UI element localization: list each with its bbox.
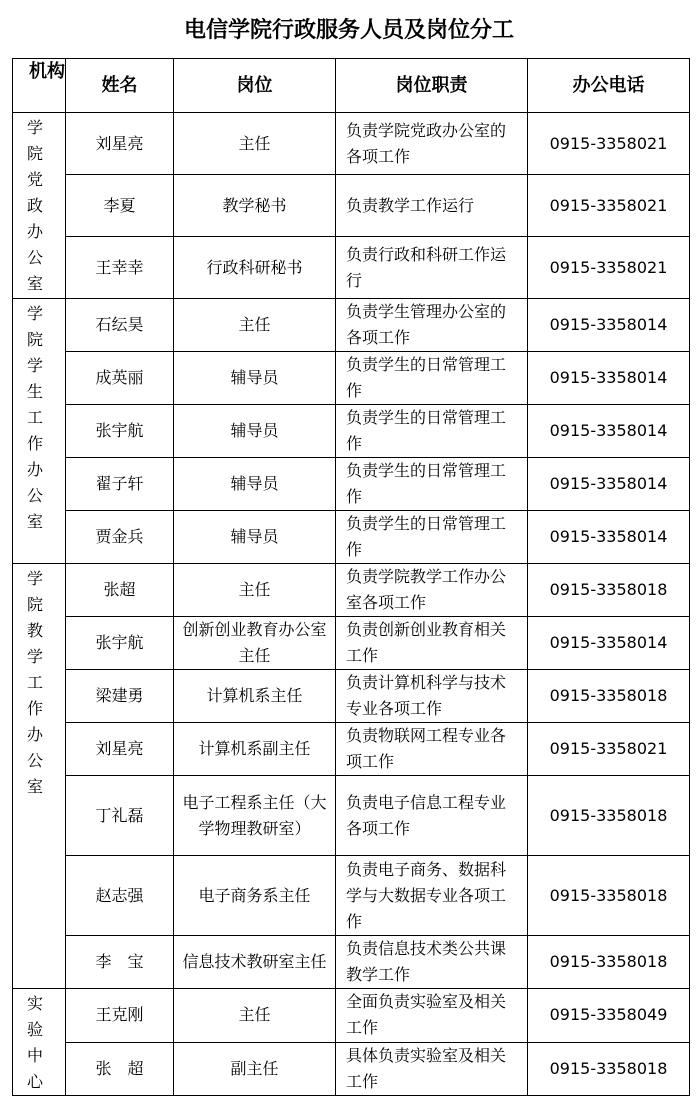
name-cell: 翟子轩: [66, 458, 174, 511]
phone-cell: 0915-3358021: [528, 237, 690, 299]
table-row: [13, 617, 690, 670]
phone-cell: 0915-3358021: [528, 175, 690, 237]
header-duty: 岗位职责: [336, 59, 528, 113]
name-cell: 王克刚: [66, 989, 174, 1043]
phone-cell: 0915-3358014: [528, 617, 690, 670]
post-cell: 辅导员: [174, 405, 336, 458]
post-cell: 计算机系主任: [174, 670, 336, 723]
phone-cell: 0915-3358018: [528, 670, 690, 723]
org-cell: 学院学生工作办公室: [13, 299, 66, 564]
post-cell: 信息技术教研室主任: [174, 936, 336, 989]
header-phone: 办公电话: [528, 59, 690, 113]
post-cell: 电子商务系主任: [174, 856, 336, 936]
phone-cell: 0915-3358021: [528, 723, 690, 776]
name-cell: 石纭昊: [66, 299, 174, 352]
post-cell: 主任: [174, 113, 336, 175]
phone-cell: 0915-3358014: [528, 299, 690, 352]
org-cell: 学院党政办公室: [13, 113, 66, 299]
duty-cell: 负责创新创业教育相关工作: [336, 617, 528, 670]
duty-cell: 负责学生的日常管理工作: [336, 352, 528, 405]
org-cell: 实验中心: [13, 989, 66, 1096]
name-cell: 贾金兵: [66, 511, 174, 564]
header-post: 岗位: [174, 59, 336, 113]
post-cell: 主任: [174, 299, 336, 352]
duty-cell: 负责物联网工程专业各项工作: [336, 723, 528, 776]
name-cell: 张超: [66, 564, 174, 617]
name-cell: 王幸幸: [66, 237, 174, 299]
phone-cell: 0915-3358018: [528, 1042, 690, 1096]
header-name: 姓名: [66, 59, 174, 113]
table-row: [13, 989, 690, 1043]
staff-table: [12, 58, 690, 1096]
table-row: [13, 670, 690, 723]
duty-cell: 负责电子商务、数据科学与大数据专业各项工作: [336, 856, 528, 936]
phone-cell: 0915-3358014: [528, 405, 690, 458]
name-cell: 刘星亮: [66, 113, 174, 175]
duty-cell: 负责学生的日常管理工作: [336, 405, 528, 458]
phone-cell: 0915-3358049: [528, 989, 690, 1043]
header-org: 机构: [13, 59, 66, 113]
name-cell: 丁礼磊: [66, 776, 174, 856]
post-cell: 副主任: [174, 1042, 336, 1096]
name-cell: 梁建勇: [66, 670, 174, 723]
phone-cell: 0915-3358018: [528, 564, 690, 617]
table-row: [13, 113, 690, 175]
duty-cell: 负责学院党政办公室的各项工作: [336, 113, 528, 175]
table-row: [13, 776, 690, 856]
table-row: [13, 458, 690, 511]
duty-cell: 负责学院教学工作办公室各项工作: [336, 564, 528, 617]
name-cell: 李夏: [66, 175, 174, 237]
table-row: [13, 511, 690, 564]
post-cell: 主任: [174, 564, 336, 617]
table-row: [13, 723, 690, 776]
post-cell: 行政科研秘书: [174, 237, 336, 299]
table-row: [13, 175, 690, 237]
post-cell: 辅导员: [174, 458, 336, 511]
duty-cell: 全面负责实验室及相关工作: [336, 989, 528, 1043]
name-cell: 张宇航: [66, 617, 174, 670]
phone-cell: 0915-3358018: [528, 776, 690, 856]
post-cell: 教学秘书: [174, 175, 336, 237]
table-row: [13, 237, 690, 299]
name-cell: 张宇航: [66, 405, 174, 458]
duty-cell: 负责行政和科研工作运行: [336, 237, 528, 299]
table-row: [13, 405, 690, 458]
phone-cell: 0915-3358014: [528, 511, 690, 564]
table-row: [13, 564, 690, 617]
post-cell: 辅导员: [174, 352, 336, 405]
name-cell: 张 超: [66, 1042, 174, 1096]
table-row: [13, 1042, 690, 1096]
phone-cell: 0915-3358018: [528, 856, 690, 936]
duty-cell: 负责计算机科学与技术专业各项工作: [336, 670, 528, 723]
org-cell: 学院教学工作办公室: [13, 564, 66, 989]
table-header-row: [13, 59, 690, 113]
phone-cell: 0915-3358014: [528, 458, 690, 511]
name-cell: 李 宝: [66, 936, 174, 989]
name-cell: 赵志强: [66, 856, 174, 936]
phone-cell: 0915-3358014: [528, 352, 690, 405]
page-title: 电信学院行政服务人员及岗位分工: [183, 18, 514, 43]
phone-cell: 0915-3358018: [528, 936, 690, 989]
duty-cell: 负责电子信息工程专业各项工作: [336, 776, 528, 856]
post-cell: 电子工程系主任（大学物理教研室）: [174, 776, 336, 856]
table-row: [13, 936, 690, 989]
duty-cell: 负责学生的日常管理工作: [336, 458, 528, 511]
table-row: [13, 352, 690, 405]
post-cell: 辅导员: [174, 511, 336, 564]
duty-cell: 负责信息技术类公共课教学工作: [336, 936, 528, 989]
phone-cell: 0915-3358021: [528, 113, 690, 175]
duty-cell: 负责学生的日常管理工作: [336, 511, 528, 564]
table-row: [13, 299, 690, 352]
duty-cell: 负责教学工作运行: [336, 175, 528, 237]
post-cell: 创新创业教育办公室主任: [174, 617, 336, 670]
table-row: [13, 856, 690, 936]
name-cell: 刘星亮: [66, 723, 174, 776]
name-cell: 成英丽: [66, 352, 174, 405]
post-cell: 主任: [174, 989, 336, 1043]
duty-cell: 负责学生管理办公室的各项工作: [336, 299, 528, 352]
duty-cell: 具体负责实验室及相关工作: [336, 1042, 528, 1096]
post-cell: 计算机系副主任: [174, 723, 336, 776]
